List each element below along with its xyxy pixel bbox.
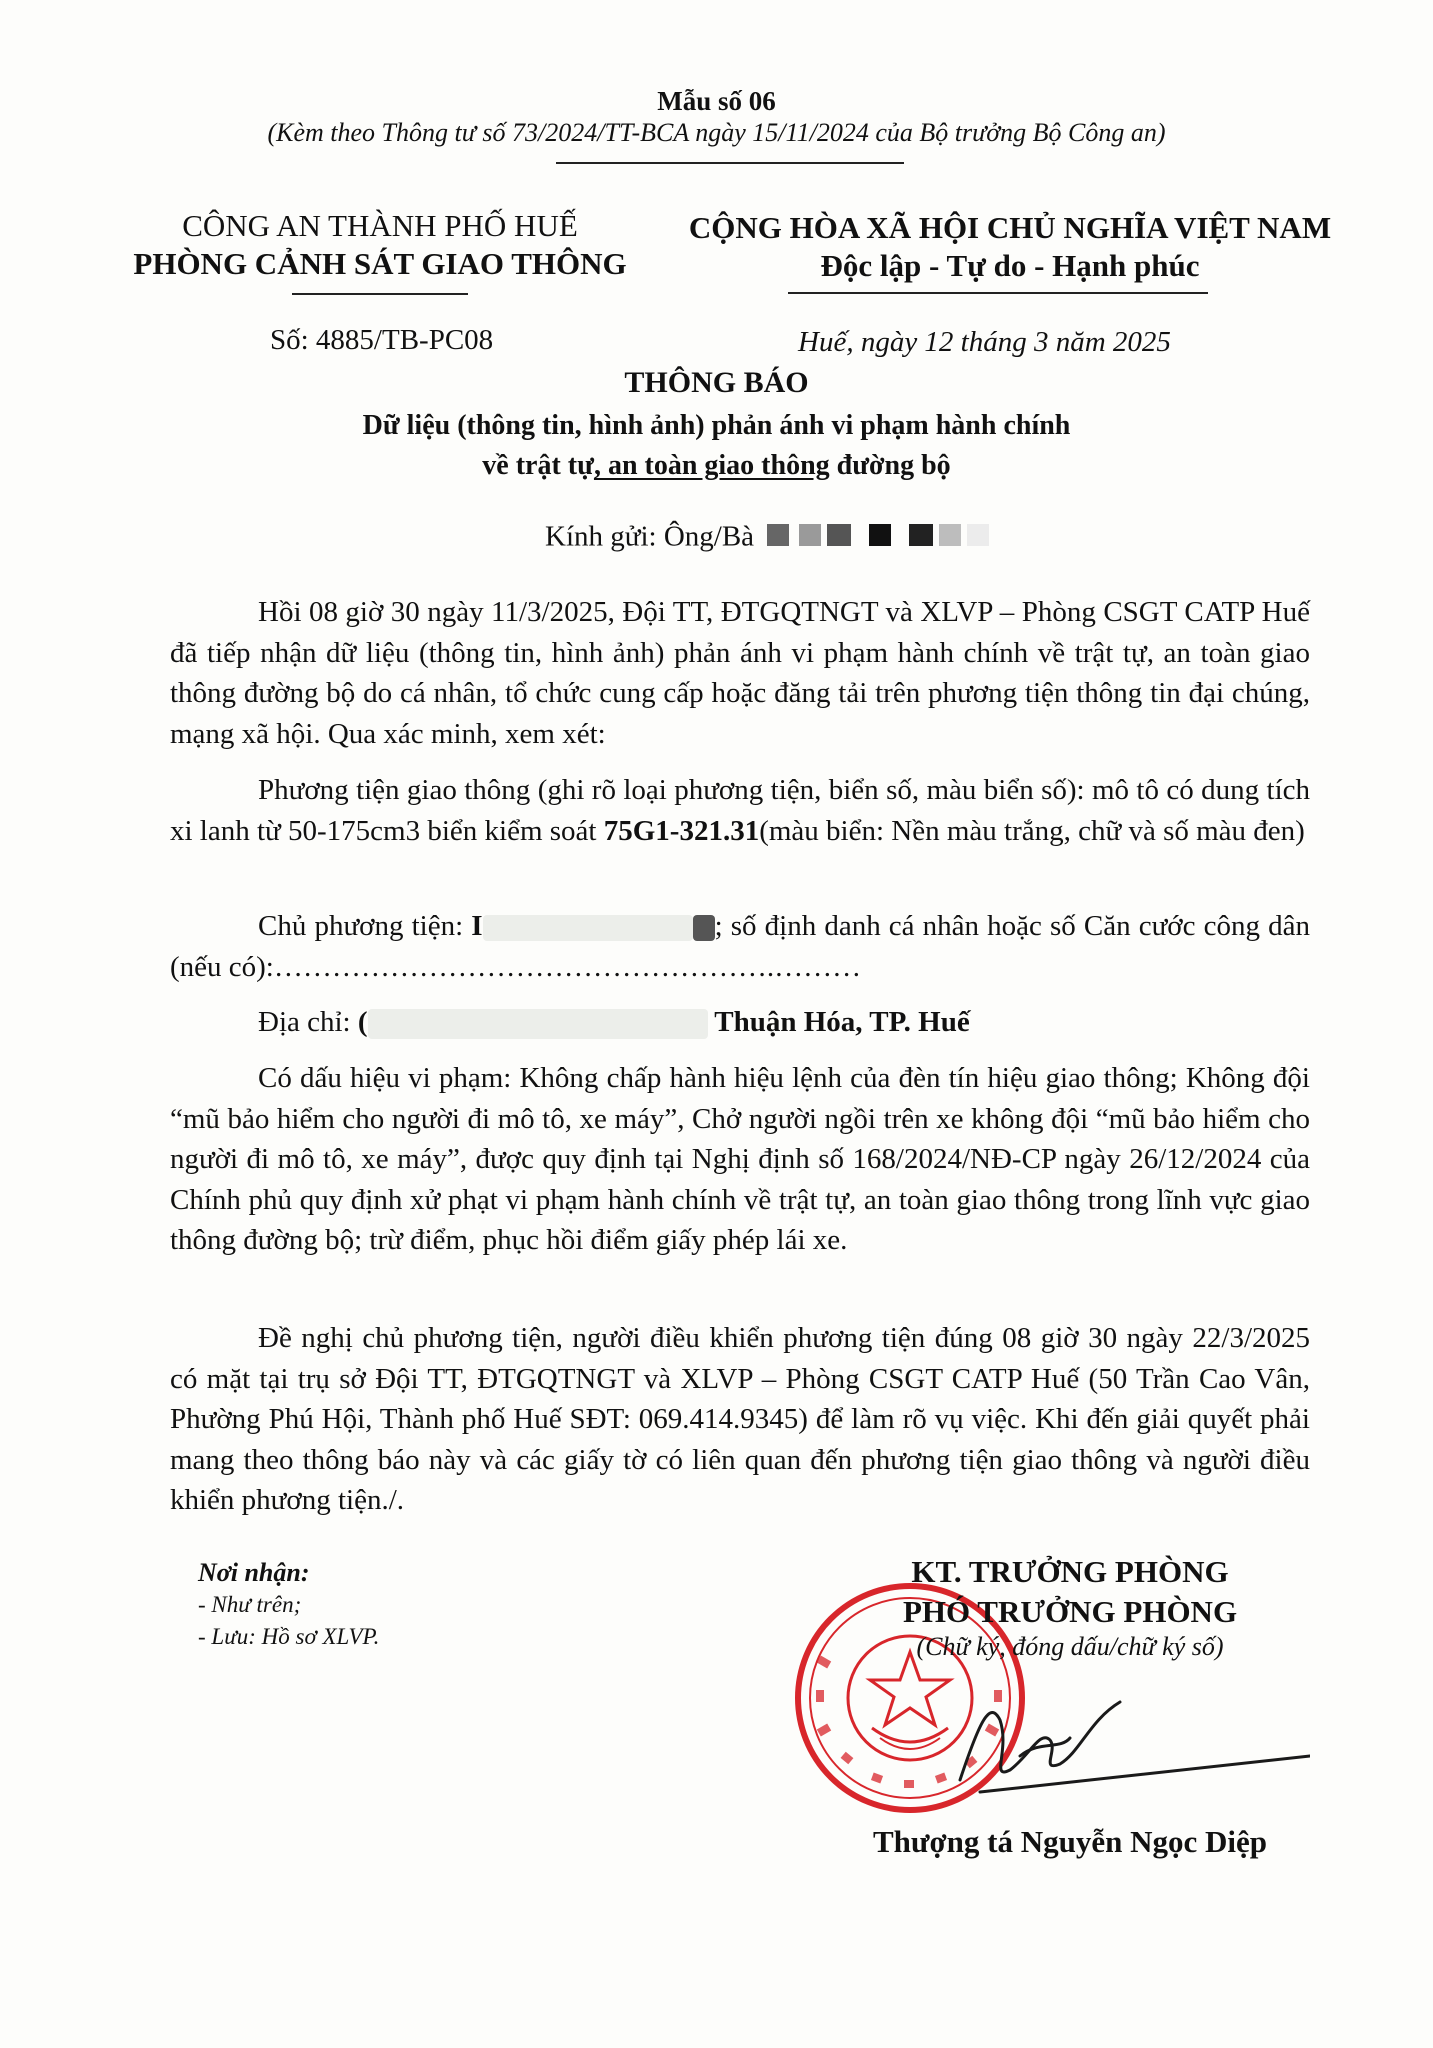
paragraph-request: Đề nghị chủ phương tiện, người điều khiển phương tiện đúng 08 giờ 30 ngày 22/3/2025 có mặt tại trụ sở Đội TT, ĐTGQTNGT và XLVP – Phòng CSGT CATP Huế (50 Trần Cao Vân, Phường Phú Hội, Thành phố Huế SĐT: 069.414.9345) để làm rõ vụ việc. Khi đến giải quyết phải mang theo thông báo này và các giấy tờ có liên quan đến phương tiện giao thông và người điều khiển phương tiện./. [170,1322,1310,1516]
address-rest: Thuận Hóa, TP. Huế [714,1006,970,1038]
agency-name: PHÒNG CẢNH SÁT GIAO THÔNG [133,246,627,281]
owner-label: Chủ phương tiện: [258,910,472,942]
license-plate: 75G1-321.31 [603,814,760,847]
subject-line-2 [0,450,1433,482]
owner-rest: ; số định danh cá nhân hoặc số Căn cước công dân (nếu có):…………………………………………….……… [170,910,1310,983]
plate-color: (màu biển: Nền màu trắng, chữ và số màu đen) [759,814,1305,847]
paragraph-violation: Có dấu hiệu vi phạm: Không chấp hành hiệu lệnh của đèn tín hiệu giao thông; Không đội “mũ bảo hiểm cho người đi mô tô, xe máy”, Chở người ngồi trên xe không đội “mũ bảo hiểm cho người đi mô tô, xe máy”, được quy định tại Nghị định số 168/2024/NĐ-CP ngày 26/12/2024 của Chính phủ quy định xử phạt vi phạm hành chính về trật tự, an toàn giao thông trong lĩnh vực giao thông đường bộ; trừ điểm, phục hồi điểm giấy phép lái xe. [170,1062,1310,1256]
owner-initial: I [471,910,483,942]
redacted-name [761,520,1001,558]
recipient-line [545,520,1001,558]
vehicle-description: Phương tiện giao thông (ghi rõ loại phương tiện, biển số, màu biển số): mô tô có dung tích xi lanh từ 50-175cm3 biển kiểm soát [170,774,1310,847]
document-title: THÔNG BÁO [624,366,809,399]
agency-underline [292,293,468,295]
receivers-title: Nơi nhận: [198,1558,310,1587]
address-redaction [368,1009,708,1039]
subject-line-2-part-c: đường bộ [829,450,951,481]
receivers-item-1: - Như trên; [198,1592,302,1617]
address-label: Địa chỉ: [258,1006,358,1038]
owner-redaction-mark [693,915,715,941]
signer-name: Thượng tá Nguyễn Ngọc Diệp [872,1824,1268,1859]
motto-underline [788,292,1208,294]
national-motto: Độc lập - Tự do - Hạnh phúc [820,248,1200,283]
form-number: Mẫu số 06 [657,86,776,116]
paragraph-address [170,1002,1310,1043]
paragraph-receipt: Hồi 08 giờ 30 ngày 11/3/2025, Đội TT, ĐTGQTNGT và XLVP – Phòng CSGT CATP Huế đã tiếp nhận dữ liệu (thông tin, hình ảnh) phản ánh vi phạm hành chính về trật tự, an toàn giao thông đường bộ do cá nhân, tổ chức cung cấp hoặc đăng tải trên phương tiện thông tin đại chúng, mạng xã hội. Qua xác minh, xem xét: [170,596,1310,750]
header-divider [556,162,904,164]
subject-line-2-part-b: , an toàn giao thông [593,450,830,481]
address-initial: ( [357,1006,368,1038]
signature-note: (Chữ ký, đóng dấu/chữ ký số) [916,1632,1224,1661]
recipient-label: Kính gửi: Ông/Bà [545,520,755,553]
circular-reference: (Kèm theo Thông tư số 73/2024/TT-BCA ngày 15/11/2024 của Bộ trưởng Bộ Công an) [267,118,1166,147]
subject-line-2-part-a: về trật tự [482,450,594,481]
owner-redaction [483,915,693,941]
signature-title-1: KT. TRƯỞNG PHÒNG [911,1554,1229,1589]
agency-parent: CÔNG AN THÀNH PHỐ HUẾ [182,208,578,243]
nation-name: CỘNG HÒA XÃ HỘI CHỦ NGHĨA VIỆT NAM [688,210,1332,245]
handwritten-signature-icon [920,1660,1310,1810]
subject-line-1: Dữ liệu (thông tin, hình ảnh) phản ánh vi phạm hành chính [362,410,1071,441]
paragraph-owner [170,906,1310,987]
document-number: Số: 4885/TB-PC08 [270,324,494,356]
signature-title-2: PHÓ TRƯỞNG PHÒNG [902,1594,1238,1629]
place-and-date: Huế, ngày 12 tháng 3 năm 2025 [798,326,1171,358]
paragraph-vehicle [170,770,1310,851]
receivers-item-2: - Lưu: Hồ sơ XLVP. [198,1624,380,1649]
